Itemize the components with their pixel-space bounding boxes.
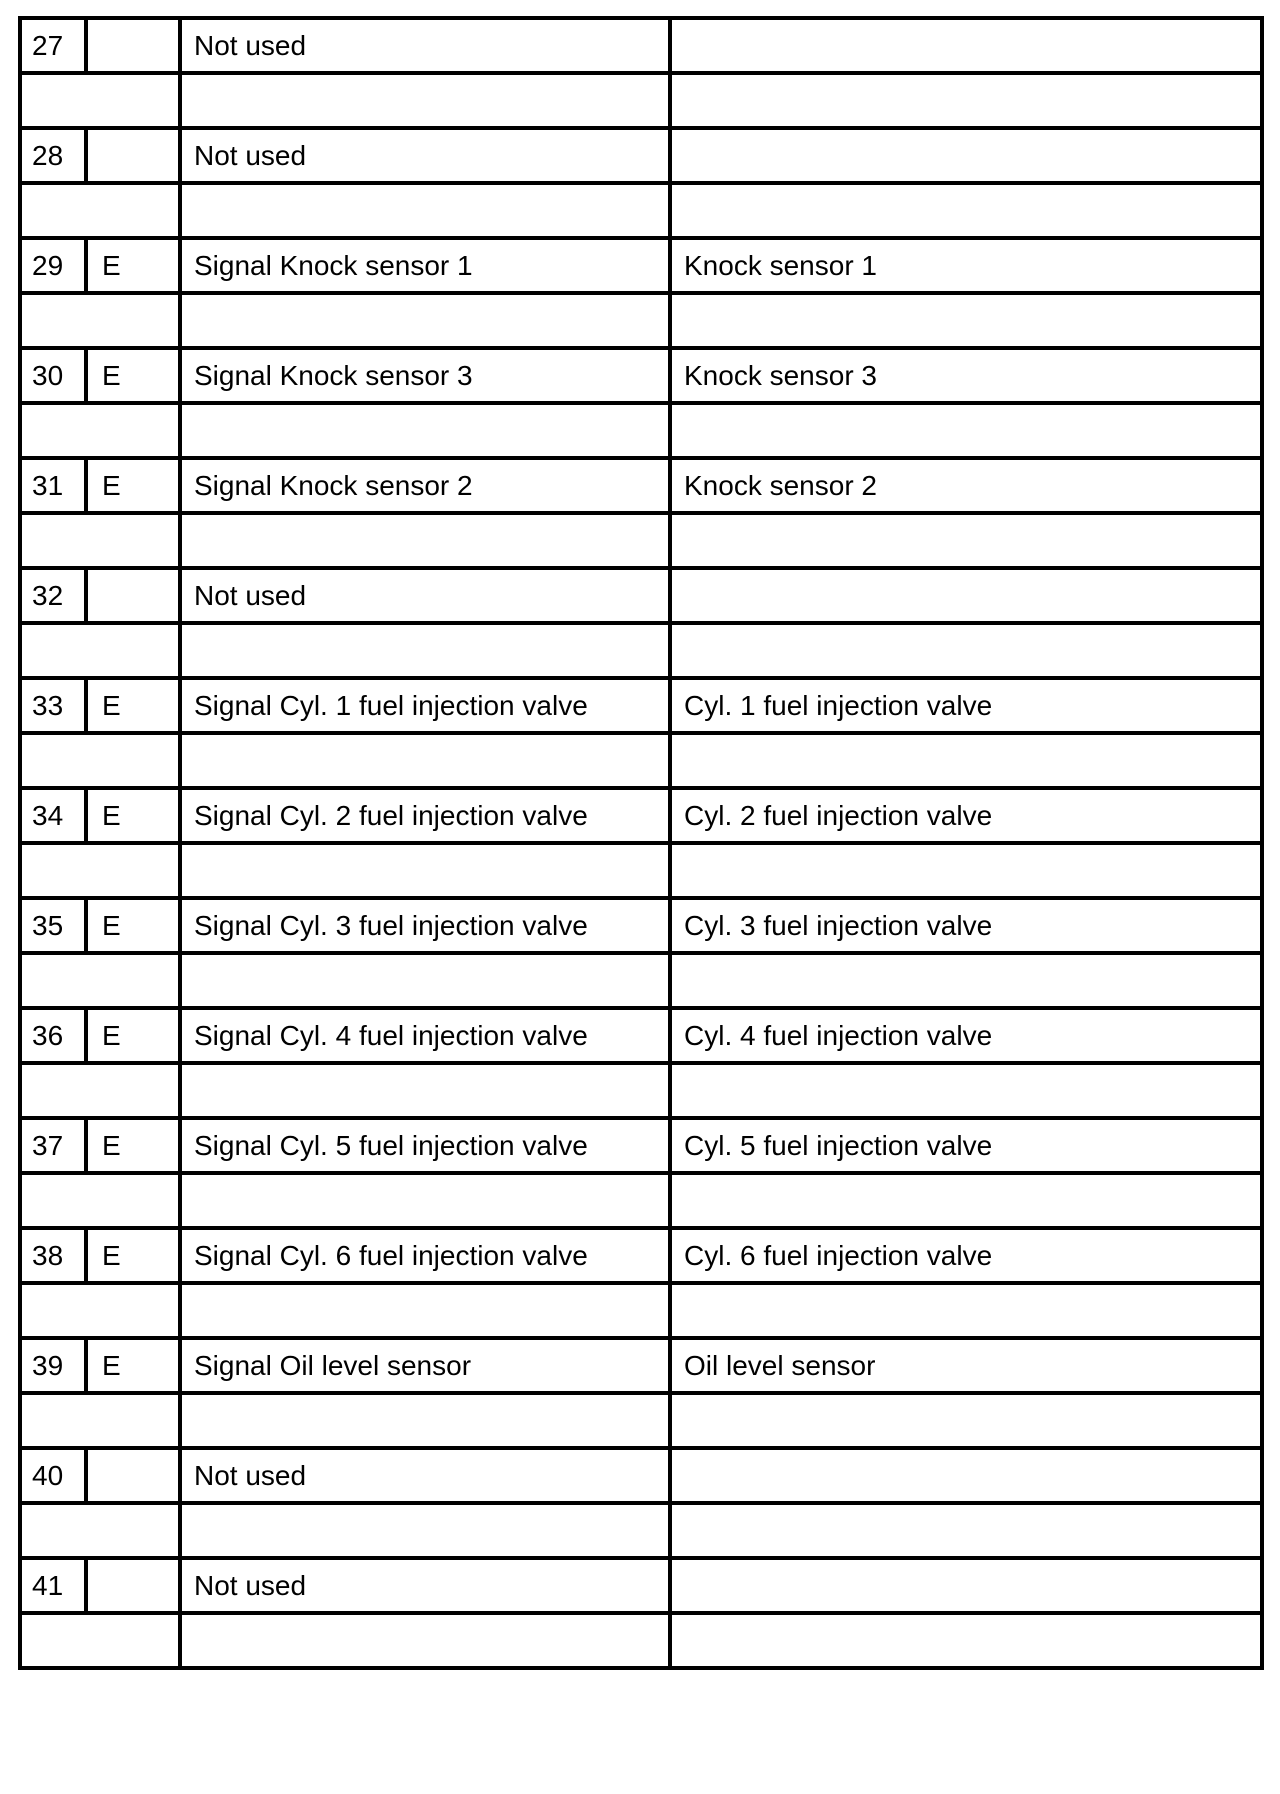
spacer-cell xyxy=(180,293,670,348)
spacer-cell xyxy=(20,513,180,568)
signal-description-cell: Not used xyxy=(180,18,670,73)
spacer-cell xyxy=(670,1283,1262,1338)
spacer-cell xyxy=(670,403,1262,458)
pin-number-cell: 32 xyxy=(20,568,86,623)
table-row xyxy=(20,1338,1262,1393)
table-row xyxy=(20,1448,1262,1503)
signal-type-cell xyxy=(86,18,180,73)
spacer-cell xyxy=(20,843,180,898)
spacer-cell xyxy=(670,513,1262,568)
table-row xyxy=(20,348,1262,403)
signal-type-cell xyxy=(86,1558,180,1613)
signal-type-cell: E xyxy=(86,1118,180,1173)
pin-number-cell: 31 xyxy=(20,458,86,513)
table-row xyxy=(20,898,1262,953)
spacer-cell xyxy=(180,1613,670,1668)
spacer-cell xyxy=(20,953,180,1008)
spacer-cell xyxy=(20,1613,180,1668)
signal-description-cell: Signal Knock sensor 2 xyxy=(180,458,670,513)
signal-description-cell: Signal Cyl. 4 fuel injection valve xyxy=(180,1008,670,1063)
spacer-cell xyxy=(670,293,1262,348)
spacer-cell xyxy=(180,403,670,458)
signal-type-cell: E xyxy=(86,1228,180,1283)
component-cell xyxy=(670,1558,1262,1613)
table-row xyxy=(20,1008,1262,1063)
component-cell: Knock sensor 2 xyxy=(670,458,1262,513)
pin-number-cell: 40 xyxy=(20,1448,86,1503)
table-spacer-row xyxy=(20,1063,1262,1118)
spacer-cell xyxy=(20,183,180,238)
table-spacer-row xyxy=(20,73,1262,128)
signal-type-cell: E xyxy=(86,348,180,403)
pin-number-cell: 38 xyxy=(20,1228,86,1283)
signal-description-cell: Signal Cyl. 1 fuel injection valve xyxy=(180,678,670,733)
signal-type-cell: E xyxy=(86,238,180,293)
spacer-cell xyxy=(670,1393,1262,1448)
table-spacer-row xyxy=(20,733,1262,788)
signal-type-cell: E xyxy=(86,898,180,953)
spacer-cell xyxy=(670,1173,1262,1228)
signal-description-cell: Signal Knock sensor 1 xyxy=(180,238,670,293)
pin-number-cell: 33 xyxy=(20,678,86,733)
spacer-cell xyxy=(670,953,1262,1008)
spacer-cell xyxy=(180,953,670,1008)
component-cell: Cyl. 6 fuel injection valve xyxy=(670,1228,1262,1283)
signal-description-cell: Signal Cyl. 6 fuel injection valve xyxy=(180,1228,670,1283)
table-row xyxy=(20,128,1262,183)
table-spacer-row xyxy=(20,623,1262,678)
spacer-cell xyxy=(180,1283,670,1338)
component-cell: Cyl. 3 fuel injection valve xyxy=(670,898,1262,953)
component-cell: Cyl. 2 fuel injection valve xyxy=(670,788,1262,843)
pin-number-cell: 30 xyxy=(20,348,86,403)
spacer-cell xyxy=(180,623,670,678)
pin-number-cell: 27 xyxy=(20,18,86,73)
signal-type-cell: E xyxy=(86,458,180,513)
spacer-cell xyxy=(670,1063,1262,1118)
signal-type-cell xyxy=(86,1448,180,1503)
table-row xyxy=(20,1558,1262,1613)
signal-type-cell: E xyxy=(86,1338,180,1393)
table-row xyxy=(20,458,1262,513)
table-row xyxy=(20,18,1262,73)
pin-table-body xyxy=(20,18,1262,1668)
pin-number-cell: 28 xyxy=(20,128,86,183)
table-spacer-row xyxy=(20,513,1262,568)
spacer-cell xyxy=(670,1503,1262,1558)
signal-type-cell xyxy=(86,128,180,183)
pin-number-cell: 35 xyxy=(20,898,86,953)
table-row xyxy=(20,238,1262,293)
table-spacer-row xyxy=(20,293,1262,348)
table-spacer-row xyxy=(20,1393,1262,1448)
spacer-cell xyxy=(180,183,670,238)
table-spacer-row xyxy=(20,1173,1262,1228)
table-row xyxy=(20,678,1262,733)
spacer-cell xyxy=(20,73,180,128)
table-spacer-row xyxy=(20,1283,1262,1338)
component-cell: Oil level sensor xyxy=(670,1338,1262,1393)
table-spacer-row xyxy=(20,1503,1262,1558)
component-cell xyxy=(670,568,1262,623)
spacer-cell xyxy=(20,1063,180,1118)
signal-type-cell: E xyxy=(86,678,180,733)
spacer-cell xyxy=(180,1063,670,1118)
table-spacer-row xyxy=(20,403,1262,458)
table-spacer-row xyxy=(20,953,1262,1008)
spacer-cell xyxy=(20,403,180,458)
signal-description-cell: Signal Knock sensor 3 xyxy=(180,348,670,403)
component-cell: Cyl. 4 fuel injection valve xyxy=(670,1008,1262,1063)
component-cell: Cyl. 1 fuel injection valve xyxy=(670,678,1262,733)
signal-type-cell xyxy=(86,568,180,623)
component-cell xyxy=(670,128,1262,183)
spacer-cell xyxy=(670,733,1262,788)
table-row xyxy=(20,788,1262,843)
spacer-cell xyxy=(180,1503,670,1558)
pin-number-cell: 37 xyxy=(20,1118,86,1173)
spacer-cell xyxy=(670,623,1262,678)
table-row xyxy=(20,568,1262,623)
spacer-cell xyxy=(20,1173,180,1228)
spacer-cell xyxy=(180,733,670,788)
spacer-cell xyxy=(180,513,670,568)
signal-description-cell: Signal Cyl. 2 fuel injection valve xyxy=(180,788,670,843)
spacer-cell xyxy=(180,1393,670,1448)
table-spacer-row xyxy=(20,1613,1262,1668)
table-spacer-row xyxy=(20,183,1262,238)
spacer-cell xyxy=(670,1613,1262,1668)
component-cell: Knock sensor 3 xyxy=(670,348,1262,403)
pin-assignment-table xyxy=(18,16,1264,1670)
spacer-cell xyxy=(670,73,1262,128)
spacer-cell xyxy=(20,293,180,348)
spacer-cell xyxy=(20,1283,180,1338)
signal-description-cell: Signal Oil level sensor xyxy=(180,1338,670,1393)
component-cell xyxy=(670,18,1262,73)
spacer-cell xyxy=(180,73,670,128)
component-cell: Cyl. 5 fuel injection valve xyxy=(670,1118,1262,1173)
spacer-cell xyxy=(20,1393,180,1448)
signal-description-cell: Signal Cyl. 5 fuel injection valve xyxy=(180,1118,670,1173)
spacer-cell xyxy=(180,1173,670,1228)
spacer-cell xyxy=(670,183,1262,238)
signal-description-cell: Not used xyxy=(180,1558,670,1613)
spacer-cell xyxy=(670,843,1262,898)
pin-number-cell: 34 xyxy=(20,788,86,843)
pin-number-cell: 39 xyxy=(20,1338,86,1393)
component-cell xyxy=(670,1448,1262,1503)
spacer-cell xyxy=(20,733,180,788)
spacer-cell xyxy=(180,843,670,898)
component-cell: Knock sensor 1 xyxy=(670,238,1262,293)
signal-description-cell: Not used xyxy=(180,128,670,183)
pin-number-cell: 29 xyxy=(20,238,86,293)
signal-type-cell: E xyxy=(86,788,180,843)
signal-type-cell: E xyxy=(86,1008,180,1063)
signal-description-cell: Signal Cyl. 3 fuel injection valve xyxy=(180,898,670,953)
table-spacer-row xyxy=(20,843,1262,898)
spacer-cell xyxy=(20,623,180,678)
signal-description-cell: Not used xyxy=(180,568,670,623)
spacer-cell xyxy=(20,1503,180,1558)
pin-number-cell: 41 xyxy=(20,1558,86,1613)
signal-description-cell: Not used xyxy=(180,1448,670,1503)
pin-number-cell: 36 xyxy=(20,1008,86,1063)
table-row xyxy=(20,1118,1262,1173)
table-row xyxy=(20,1228,1262,1283)
